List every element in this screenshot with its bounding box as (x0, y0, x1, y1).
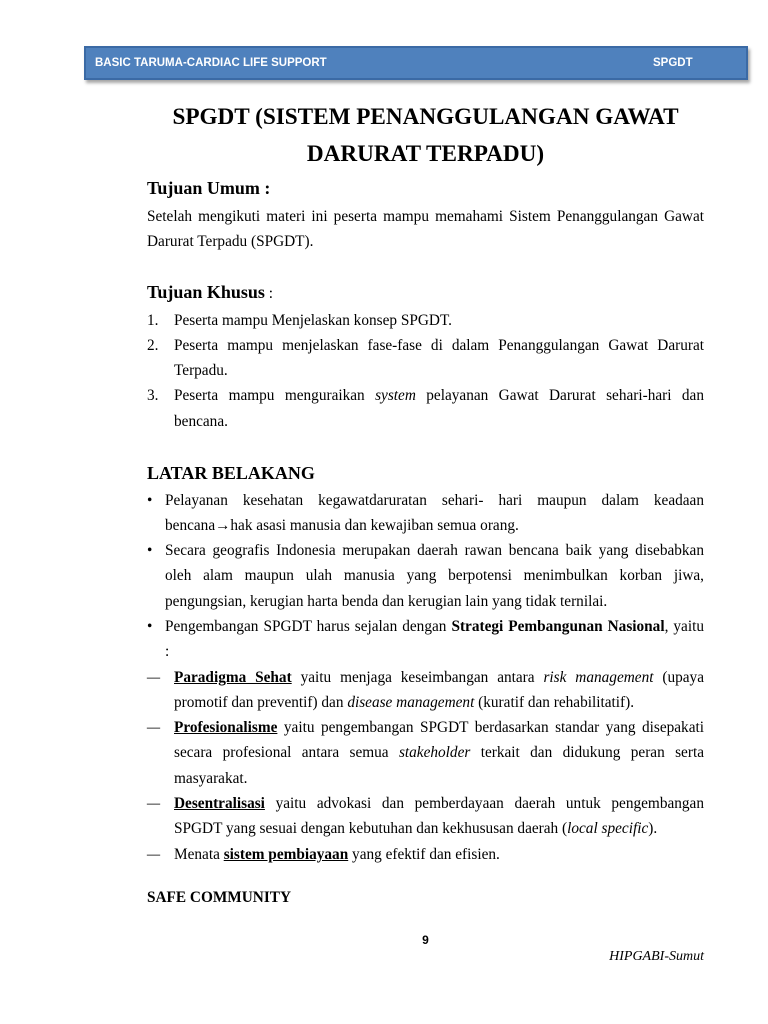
italic-term: stakeholder (398, 744, 471, 762)
text-run: Secara geografis Indonesia merupakan daerah rawan bencana baik yang disebabkan (165, 542, 704, 560)
text-run: yang efektif dan efisien. (348, 845, 500, 863)
dash-list-item (147, 715, 704, 791)
heading-colon: : (264, 285, 274, 302)
text-run: Pengembangan SPGDT harus sejalan dengan (165, 617, 452, 635)
bold-underlined-term: Paradigma Sehat (174, 668, 292, 686)
bold-underlined-term: Desentralisasi (174, 795, 265, 813)
text-run: yaitu advokasi dan pemberdayaan daerah untuk pengembangan (264, 795, 704, 813)
text-line (174, 816, 704, 841)
list-number: 3. (147, 387, 159, 405)
text-line (174, 308, 704, 333)
text-run: bencana. (174, 412, 228, 430)
text-line (165, 589, 704, 614)
bullet-list-item (147, 614, 704, 665)
heading-text: Tujuan Khusus (147, 282, 265, 302)
text-run: pengungsian, kerugian harta benda dan kerugian lain yang tidak ternilai. (165, 592, 608, 610)
numbered-list-item (147, 308, 704, 333)
text-line (174, 740, 704, 765)
section-heading-tujuan-khusus (147, 280, 704, 306)
italic-term: risk management (543, 668, 654, 686)
list-number: 2. (147, 336, 159, 354)
text-line (174, 409, 704, 434)
text-run: terkait dan didukung peran serta (470, 744, 704, 762)
text-run: Terpadu. (174, 362, 228, 380)
text-line (174, 690, 704, 715)
text-line (165, 538, 704, 563)
dash-marker: – (147, 668, 161, 686)
running-header-bar (84, 46, 748, 80)
bullet-list-item (147, 488, 704, 539)
section-heading-latar-belakang: LATAR BELAKANG (147, 463, 315, 483)
text-line (174, 791, 704, 816)
page-title (147, 99, 704, 173)
text-run: promotif dan preventif) dan (174, 693, 348, 711)
text-run: Menata (174, 845, 224, 863)
italic-term: disease management (347, 693, 475, 711)
dash-marker: – (147, 845, 161, 863)
text-line: Setelah mengikuti materi ini peserta mampu memahami Sistem Penanggulangan Gawat (147, 208, 704, 225)
bullet-marker: • (147, 491, 153, 509)
text-run: , yaitu (664, 617, 704, 635)
running-header-section: SPGDT (653, 57, 693, 69)
text-line (165, 563, 704, 588)
running-header-course-title: BASIC TARUMA-CARDIAC LIFE SUPPORT (95, 57, 327, 69)
text-line (174, 358, 704, 383)
text-run: secara profesional antara semua (174, 744, 399, 762)
text-line (165, 639, 704, 664)
bold-underlined-term: Profesionalisme (174, 719, 278, 737)
numbered-list-item (147, 383, 704, 434)
text-run: yaitu menjaga keseimbangan antara (291, 668, 544, 686)
bullet-marker: • (147, 542, 153, 560)
page-title-line: SPGDT (SISTEM PENANGGULANGAN GAWAT (172, 104, 679, 130)
text-line (174, 665, 704, 690)
text-line (165, 614, 704, 639)
dash-list-item (147, 665, 704, 716)
text-line: Darurat Terpadu (SPGDT). (147, 233, 314, 251)
text-run: (upaya (653, 668, 704, 686)
bold-term: Strategi Pembangunan Nasional (451, 617, 665, 635)
footer-organization: HIPGABI-Sumut (609, 949, 704, 964)
text-line (174, 842, 704, 867)
dash-list-item (147, 791, 704, 842)
text-line (174, 715, 704, 740)
page-title-line: DARURAT TERPADU) (306, 141, 545, 167)
dash-marker: – (147, 795, 161, 813)
text-run: bencana→hak asasi manusia dan kewajiban semua orang. (165, 516, 519, 534)
text-line (165, 488, 704, 513)
bullet-marker: • (147, 617, 153, 635)
text-line (174, 333, 704, 358)
text-run: ). (648, 820, 658, 838)
text-line (174, 766, 704, 791)
numbered-list-item (147, 333, 704, 384)
bullet-list-item (147, 538, 704, 614)
text-line (174, 383, 704, 408)
bold-underlined-term: sistem pembiayaan (223, 845, 349, 863)
tujuan-khusus-list (147, 308, 704, 434)
text-run: : (165, 643, 170, 661)
text-line (165, 513, 704, 538)
tujuan-umum-paragraph (147, 204, 704, 255)
italic-term: local specific (567, 820, 649, 838)
dash-list-item (147, 842, 704, 867)
text-run: SPGDT yang sesuai dengan kebutuhan dan kekhususan daerah ( (174, 820, 568, 838)
text-run: (kuratif dan rehabilitatif). (474, 693, 635, 711)
italic-term: system (375, 387, 416, 405)
text-run: Pelayanan kesehatan kegawatdaruratan sehari- hari maupun dalam keadaan (165, 491, 704, 509)
text-run: yaitu pengembangan SPGDT berdasarkan standar yang disepakati (277, 719, 704, 737)
text-run: Peserta mampu menjelaskan fase-fase di dalam Penanggulangan Gawat Darurat (174, 336, 704, 354)
page-number: 9 (422, 933, 429, 947)
text-run: Peserta mampu Menjelaskan konsep SPGDT. (174, 311, 452, 329)
text-run: masyarakat. (174, 769, 248, 787)
text-run: oleh alam maupun ulah manusia yang berpotensi menimbulkan korban jiwa, (165, 567, 704, 585)
list-number: 1. (147, 311, 159, 329)
text-run: Peserta mampu menguraikan (174, 387, 376, 405)
latar-belakang-list (147, 488, 704, 867)
text-run: pelayanan Gawat Darurat sehari-hari dan (415, 387, 704, 405)
dash-marker: – (147, 719, 161, 737)
section-heading-safe-community: SAFE COMMUNITY (147, 889, 292, 906)
section-heading-tujuan-umum: Tujuan Umum : (147, 178, 271, 198)
